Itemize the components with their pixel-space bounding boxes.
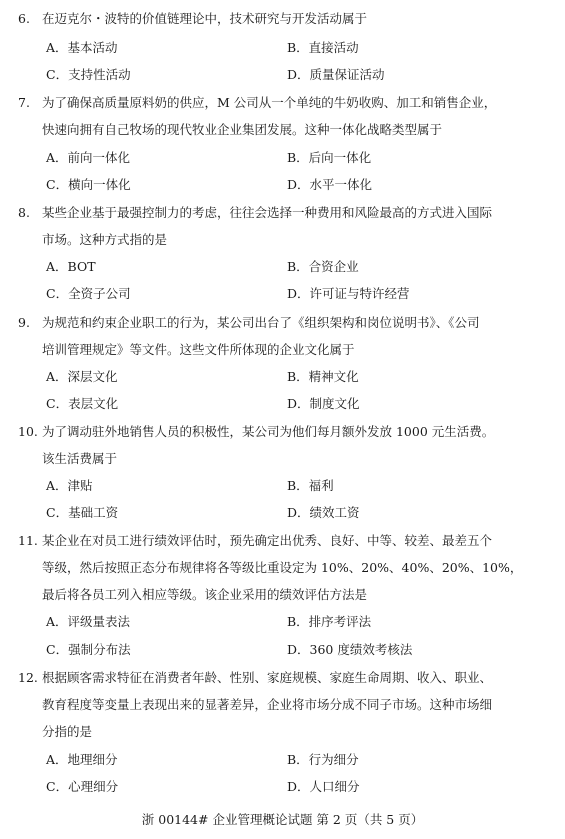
question-stem-line: 某些企业基于最强控制力的考虑，往往会选择一种费用和风险最高的方式进入国际 [42,205,493,220]
option-d: D．制度文化 [287,396,360,411]
question-number: 11. [18,533,38,548]
option-c: C．支持性活动 [46,67,131,82]
option-c: C．横向一体化 [46,177,131,192]
option-a: A．前向一体化 [46,150,131,165]
page-footer: 浙 00144# 企业管理概论试题 第 2 页（共 5 页） [141,812,424,827]
option-d: D．许可证与特许经营 [287,286,410,301]
question-stem-line: 快速向拥有自己牧场的现代牧业企业集团发展。这种一体化战略类型属于 [42,122,443,137]
option-b: B．后向一体化 [287,150,372,165]
question-stem-line: 为了调动驻外地销售人员的积极性，某公司为他们每月额外发放 1000 元生活费。 [42,424,495,439]
question-number: 9. [18,315,30,330]
option-a: A．津贴 [46,478,93,493]
option-a: A．深层文化 [46,369,118,384]
question-stem-line: 某企业在对员工进行绩效评估时，预先确定出优秀、良好、中等、较差、最差五个 [42,533,493,548]
question-stem-line: 根据顾客需求特征在消费者年龄、性别、家庭规模、家庭生命周期、收入、职业、 [42,670,493,685]
question-number: 10. [18,424,38,439]
option-a: A．基本活动 [46,40,118,55]
question-stem-line: 该生活费属于 [42,451,118,466]
option-c: C．心理细分 [46,779,119,794]
question-stem-line: 教育程度等变量上表现出来的显著差异，企业将市场分成不同子市场。这种市场细 [42,697,493,712]
option-b: B．排序考评法 [287,614,372,629]
question-number: 12. [18,670,38,685]
question-stem-line: 市场。这种方式指的是 [42,232,168,247]
option-d: D．绩效工资 [287,505,360,520]
question-stem-line: 等级，然后按照正态分布规律将各等级比重设定为 10%、20%、40%、20%、10%， [42,560,523,575]
option-c: C．表层文化 [46,396,119,411]
question-number: 6. [18,11,30,26]
option-a: A．评级量表法 [46,614,131,629]
question-stem-line: 为了确保高质量原料奶的供应，M 公司从一个单纯的牛奶收购、加工和销售企业， [42,95,497,110]
option-b: B．精神文化 [287,369,359,384]
question-stem-line: 最后将各员工列入相应等级。该企业采用的绩效评估方法是 [42,587,368,602]
option-d: D．水平一体化 [287,177,373,192]
question-stem-line: 为规范和约束企业职工的行为，某公司出台了《组织架构和岗位说明书》、《公司 [42,315,480,330]
option-c: C．全资子公司 [46,286,131,301]
option-c: C．强制分布法 [46,642,131,657]
question-stem-line: 在迈克尔・波特的价值链理论中，技术研究与开发活动属于 [42,11,368,26]
option-b: B．行为细分 [287,752,359,767]
option-d: D．360 度绩效考核法 [287,642,413,657]
option-b: B．合资企业 [287,259,359,274]
question-number: 7. [18,95,30,110]
option-d: D．人口细分 [287,779,360,794]
option-b: B．福利 [287,478,334,493]
question-number: 8. [18,205,30,220]
question-stem-line: 分指的是 [42,724,93,739]
option-a: A．BOT [46,259,96,274]
option-b: B．直接活动 [287,40,359,55]
option-d: D．质量保证活动 [287,67,385,82]
question-stem-line: 培训管理规定》等文件。这些文件所体现的企业文化属于 [42,342,355,357]
option-a: A．地理细分 [46,752,118,767]
option-c: C．基础工资 [46,505,119,520]
